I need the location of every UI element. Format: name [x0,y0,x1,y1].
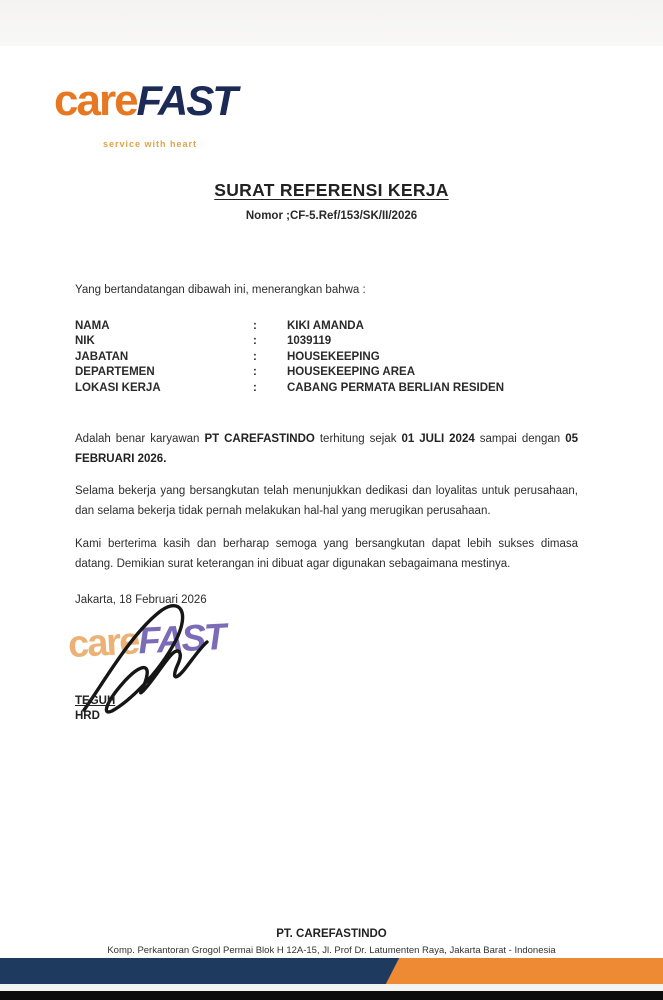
field-label: DEPARTEMEN [75,366,155,379]
signer-name: TEGUH [75,695,116,707]
paragraph-conduct: Selama bekerja yang bersangkutan telah menunjukkan dedikasi dan loyalitas untuk perusahaan, dan selama bekerja tidak pernah melakukan hal-hal yang merugikan perusahaan. [75,485,578,517]
field-row-departemen [75,365,585,380]
field-row-jabatan [75,350,585,365]
logo-care-text: care [54,76,137,125]
field-row-nama [75,319,585,334]
employee-fields [75,319,585,396]
footer-company-name: PT. CAREFASTINDO [276,928,387,940]
photo-edge-bottom-light [0,984,663,991]
photo-edge-top [0,0,663,46]
intro-line: Yang bertandatangan dibawah ini, menerangkan bahwa : [75,284,366,296]
field-value: KIKI AMANDA [287,320,364,332]
footer-accent-bar [0,958,663,984]
field-separator: : [253,366,257,379]
field-value: HOUSEKEEPING AREA [287,366,416,379]
city-date-line: Jakarta, 18 Februari 2026 [75,594,207,606]
footer-address: Komp. Perkantoran Grogol Permai Blok H 12A-15, Jl. Prof Dr. Latumenten Raya, Jakarta Barat - Indonesia [107,945,556,956]
field-row-lokasi-kerja [75,381,585,396]
letter-number: Nomor ;CF-5.Ref/153/SK/II/2026 [245,210,418,222]
field-separator: : [253,350,257,363]
field-label: JABATAN [75,350,129,363]
paragraph-closing: Kami berterima kasih dan berharap semoga yang bersangkutan dapat lebih sukses dimasa datang. Demikian surat keterangan ini dibuat agar digunakan sebagaimana mestinya. [75,538,578,570]
paragraph-text: sampai dengan [474,433,566,445]
field-value: 1039119 [287,335,332,348]
company-name: PT CAREFASTINDO [204,433,315,445]
paragraph-employment [75,429,578,469]
field-value: CABANG PERMATA BERLIAN RESIDEN [287,381,505,394]
field-separator: : [253,320,257,332]
field-label: NAMA [75,320,110,332]
field-label: LOKASI KERJA [75,381,161,394]
field-separator: : [253,335,257,348]
stamp-fast-text: FAST [137,615,226,662]
field-label: NIK [75,335,95,348]
letter-title: SURAT REFERENSI KERJA [214,180,449,200]
logo-tagline: service with heart [103,139,198,149]
start-date: 01 JULI 2024 [401,433,475,445]
photo-edge-bottom-dark [0,991,663,1000]
logo-fast-text: FAST [136,77,236,124]
carefast-logo [54,76,236,126]
field-separator: : [253,381,257,394]
field-row-nik [75,334,585,349]
signer-role: HRD [75,710,100,722]
paragraph-text: Adalah benar karyawan [75,433,205,445]
footer-accent-bar-navy [0,958,663,984]
stamp-care-text: care [66,620,140,667]
end-date: 05 FEBRUARI 2026. [75,433,578,465]
field-value: HOUSEKEEPING [287,350,380,363]
paragraph-text: terhitung sejak [314,433,402,445]
